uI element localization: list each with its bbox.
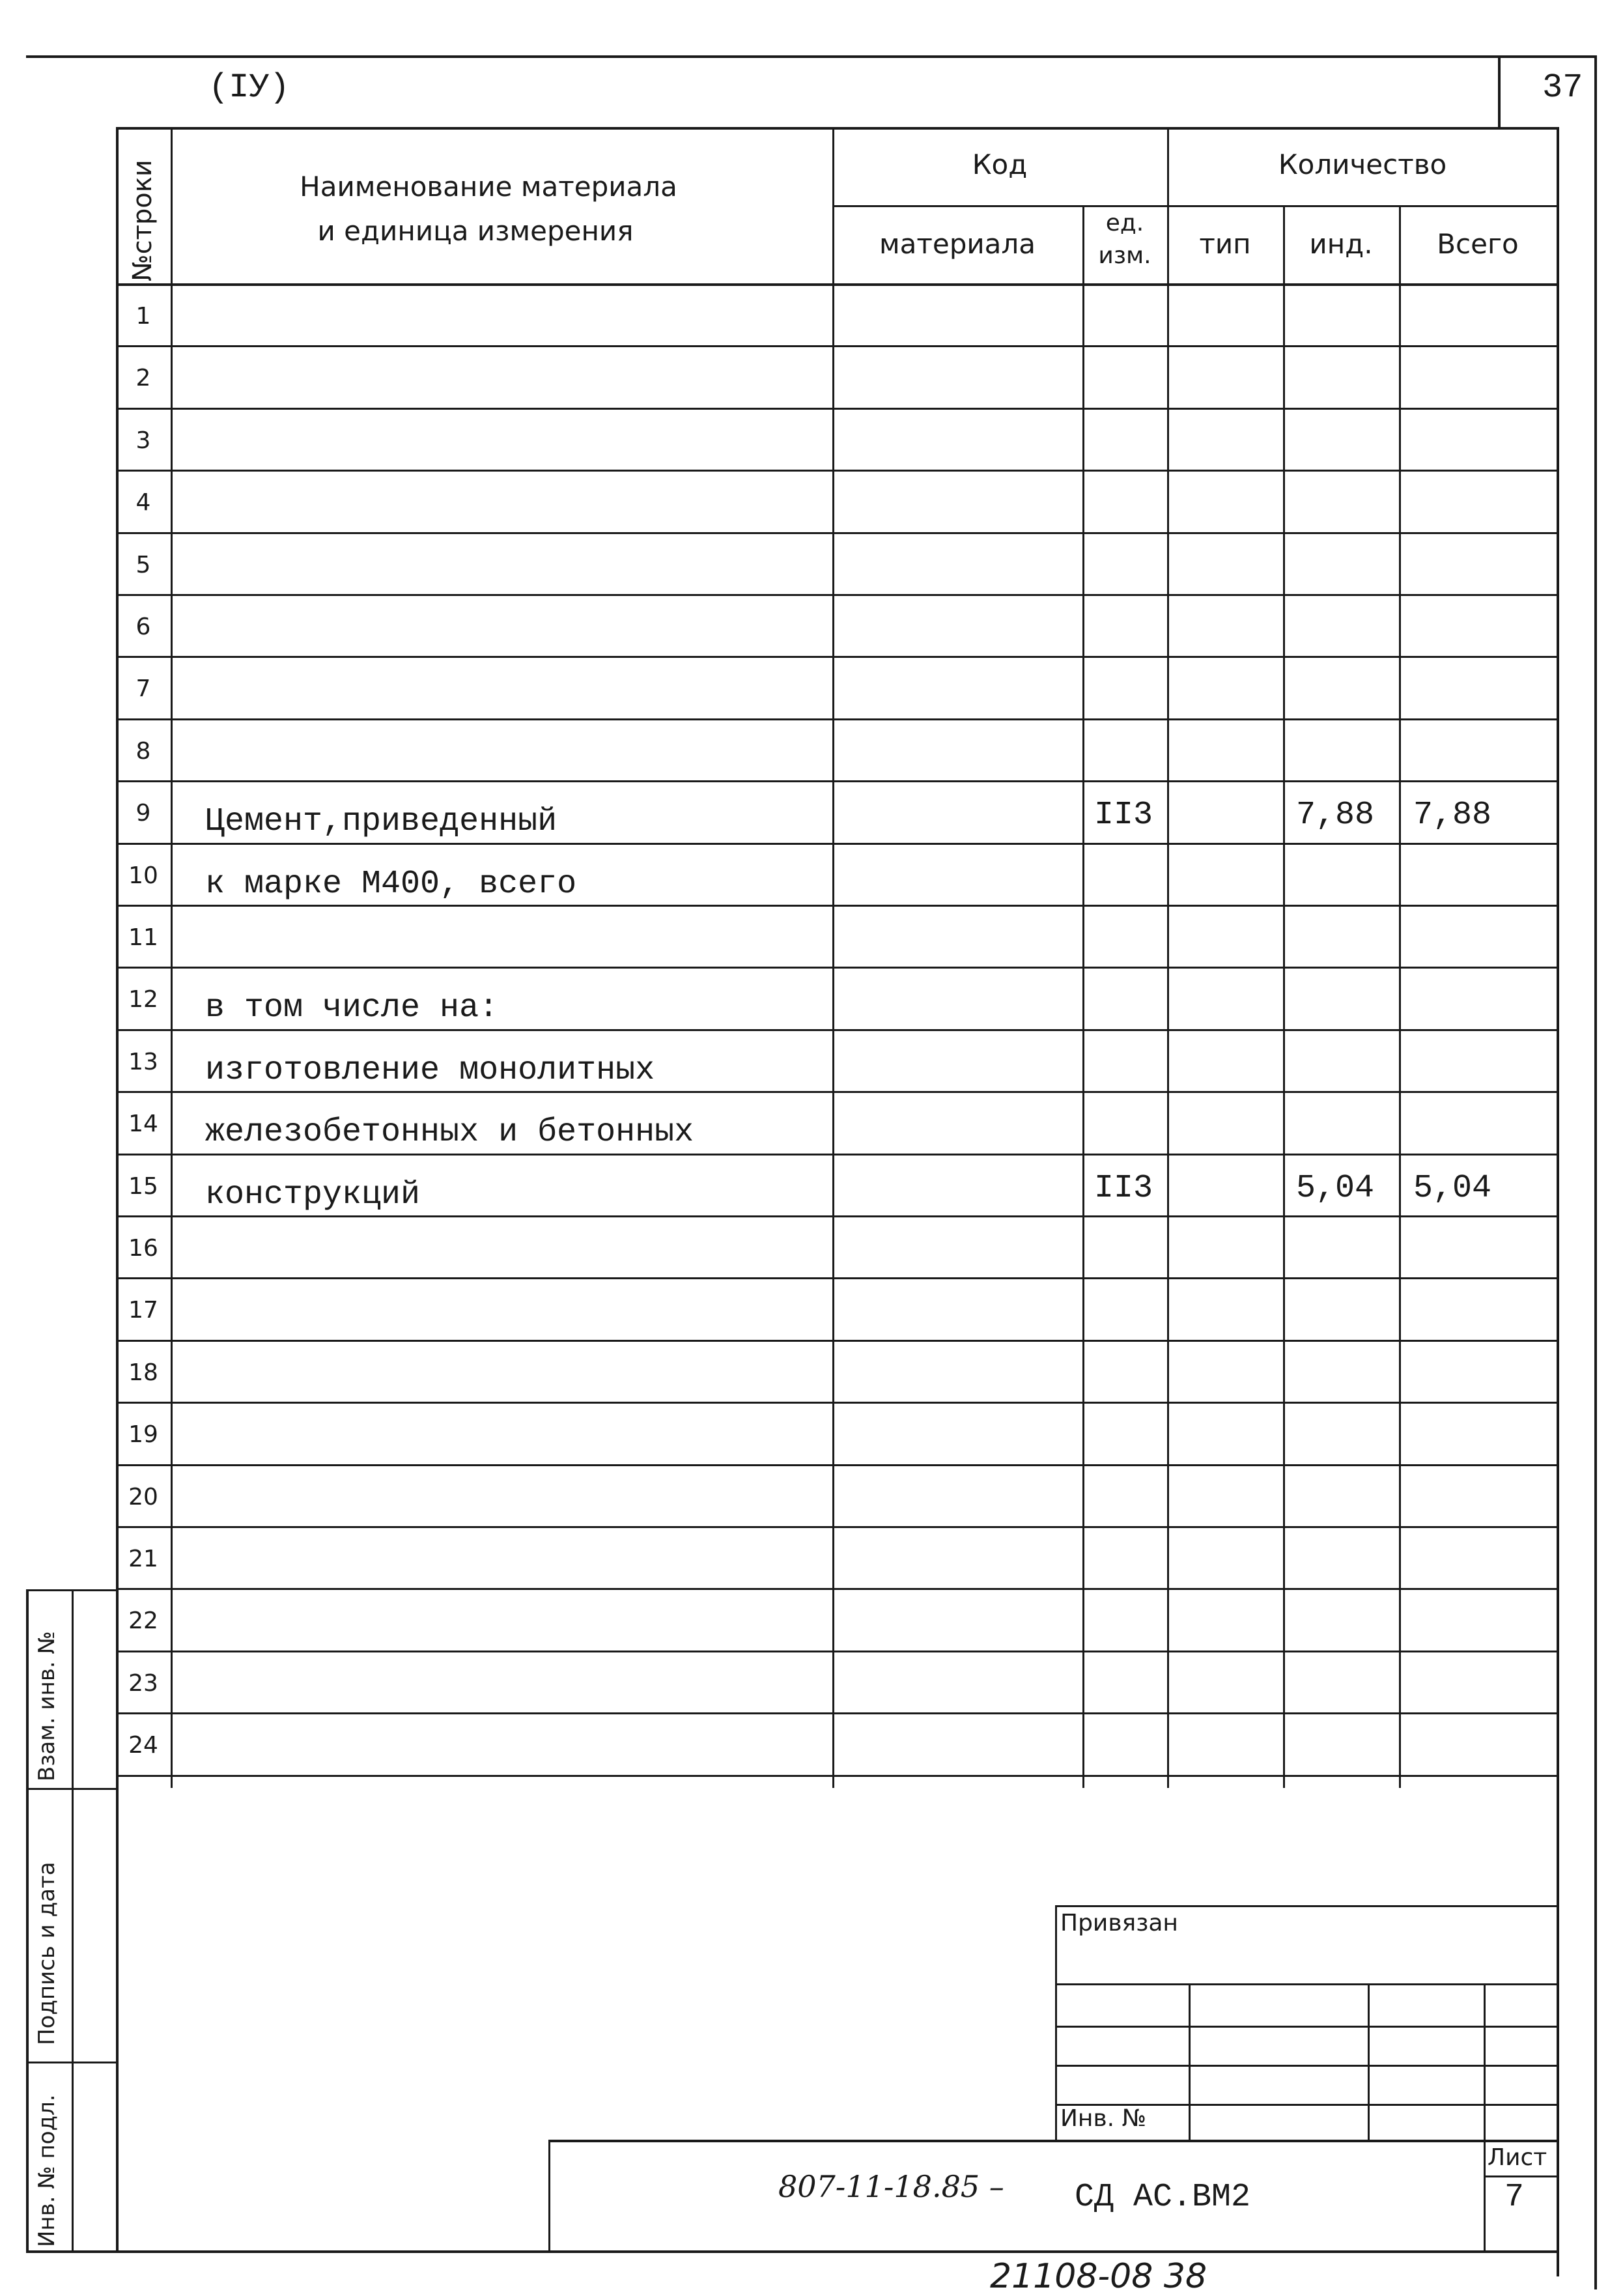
row-line xyxy=(116,843,1559,845)
strip-right-border xyxy=(116,1589,119,2250)
side-label-inv-podl: Инв. № подл. xyxy=(34,2094,60,2247)
header-row-no: №строки xyxy=(128,160,158,281)
row-line xyxy=(116,656,1559,658)
row-line xyxy=(116,1215,1559,1217)
tb-list-line xyxy=(1484,2176,1559,2177)
header-unit-line2: изм. xyxy=(1098,242,1151,269)
header-unit-line1: ед. xyxy=(1105,210,1144,236)
row-line xyxy=(116,594,1559,596)
tb-list-label: Лист xyxy=(1488,2144,1547,2171)
row-line xyxy=(116,1029,1559,1031)
header-material: материала xyxy=(879,228,1036,260)
row-name: изготовление монолитных xyxy=(205,1051,655,1089)
header-name-line2: и единица измерения xyxy=(317,215,634,247)
row-name: Цемент,приведенный xyxy=(205,803,557,841)
row-name: железобетонных и бетонных xyxy=(205,1114,694,1152)
row-number: 23 xyxy=(128,1669,158,1697)
side-label-vzam: Взам. инв. № xyxy=(34,1631,60,1781)
strip-inner-line xyxy=(72,1589,74,2250)
col-sep-unit xyxy=(1082,205,1084,1788)
row-line xyxy=(116,532,1559,534)
col-sep-code-qty xyxy=(1167,127,1169,1788)
row-number: 2 xyxy=(135,365,151,392)
side-label-podpis: Подпись и дата xyxy=(34,1862,60,2045)
row-number: 12 xyxy=(128,986,158,1013)
header-typ: тип xyxy=(1199,228,1251,260)
row-number: 3 xyxy=(135,427,151,454)
tb-list-value: 7 xyxy=(1504,2179,1525,2216)
row-line xyxy=(116,1154,1559,1155)
row-line xyxy=(116,1464,1559,1466)
row-line xyxy=(116,408,1559,410)
row-line xyxy=(116,780,1559,782)
row-line xyxy=(116,1651,1559,1652)
row-line xyxy=(116,1277,1559,1279)
row-line xyxy=(116,1712,1559,1714)
row-number: 21 xyxy=(128,1546,158,1572)
right-frame-line xyxy=(1594,55,1597,2289)
row-name: в том числе на: xyxy=(205,989,499,1027)
header-total: Всего xyxy=(1437,228,1519,260)
row-line xyxy=(116,967,1559,969)
tb-inv-no: Инв. № xyxy=(1060,2105,1147,2132)
row-number: 6 xyxy=(135,614,151,640)
row-line xyxy=(116,1775,1559,1777)
row-line xyxy=(116,905,1559,907)
row-number: 16 xyxy=(128,1235,158,1262)
table-top-border xyxy=(116,127,1559,130)
tb-v-3 xyxy=(1368,1983,1370,2140)
row-line xyxy=(116,345,1559,347)
tb-privyazan: Привязан xyxy=(1060,1910,1178,1936)
header-ind: инд. xyxy=(1309,228,1373,260)
row-number: 7 xyxy=(135,675,151,703)
header-name-line1: Наименование материала xyxy=(300,171,677,203)
page-number: 37 xyxy=(1542,68,1583,107)
row-line xyxy=(116,1526,1559,1528)
tb-v-4 xyxy=(1484,1983,1486,2250)
tb-doc-code: СД АС.ВМ2 xyxy=(1075,2179,1251,2216)
header-code: Код xyxy=(972,149,1028,180)
page-number-divider xyxy=(1498,55,1501,127)
strip-left-border xyxy=(26,1589,29,2250)
col-sep-material xyxy=(832,127,834,1788)
row-unit: II3 xyxy=(1094,797,1153,834)
row-ind: 5,04 xyxy=(1296,1169,1375,1207)
tb-doc-code-handwritten: 807-11-18.85 – xyxy=(778,2169,1004,2204)
row-number: 22 xyxy=(128,1608,158,1635)
row-line xyxy=(116,1588,1559,1590)
col-sep-name xyxy=(171,127,173,1788)
row-name: к марке М400, всего xyxy=(205,865,577,903)
row-number: 13 xyxy=(128,1048,158,1075)
tb-main-top xyxy=(548,2140,1559,2142)
row-number: 24 xyxy=(128,1732,158,1759)
footer-note: 21108-08 38 xyxy=(990,2257,1207,2296)
row-line xyxy=(116,1091,1559,1093)
row-name: конструкций xyxy=(205,1176,421,1213)
top-frame-line xyxy=(26,55,1596,58)
row-number: 20 xyxy=(128,1483,158,1510)
tb-v-left xyxy=(1055,1905,1057,2140)
row-number: 1 xyxy=(135,303,151,330)
row-number: 8 xyxy=(135,737,151,765)
row-number: 18 xyxy=(128,1359,158,1386)
row-line xyxy=(116,1340,1559,1342)
row-number: 11 xyxy=(128,924,158,951)
row-number: 4 xyxy=(135,489,151,517)
row-ind: 7,88 xyxy=(1296,797,1375,834)
row-total: 5,04 xyxy=(1413,1169,1492,1207)
row-line xyxy=(116,470,1559,472)
row-number: 15 xyxy=(128,1172,158,1200)
row-number: 14 xyxy=(128,1111,158,1138)
header-mid-line xyxy=(832,205,1559,207)
row-number: 9 xyxy=(135,800,151,827)
row-total: 7,88 xyxy=(1413,797,1492,834)
tb-line-privyazan xyxy=(1055,1905,1559,1907)
tb-v-2 xyxy=(1189,1983,1191,2140)
col-sep-ind xyxy=(1399,205,1401,1788)
bottom-frame-line xyxy=(26,2250,1559,2253)
row-unit: II3 xyxy=(1094,1169,1153,1207)
table-right-border xyxy=(1557,127,1559,2276)
tb-main-left xyxy=(548,2140,550,2250)
row-number: 10 xyxy=(128,862,158,889)
row-number: 19 xyxy=(128,1421,158,1449)
row-number: 17 xyxy=(128,1297,158,1324)
row-line xyxy=(116,1402,1559,1404)
section-label: (IУ) xyxy=(208,68,290,107)
header-bottom-line xyxy=(116,283,1559,286)
header-quantity: Количество xyxy=(1278,149,1447,180)
row-number: 5 xyxy=(135,551,151,578)
col-sep-typ xyxy=(1283,205,1285,1788)
row-line xyxy=(116,718,1559,720)
